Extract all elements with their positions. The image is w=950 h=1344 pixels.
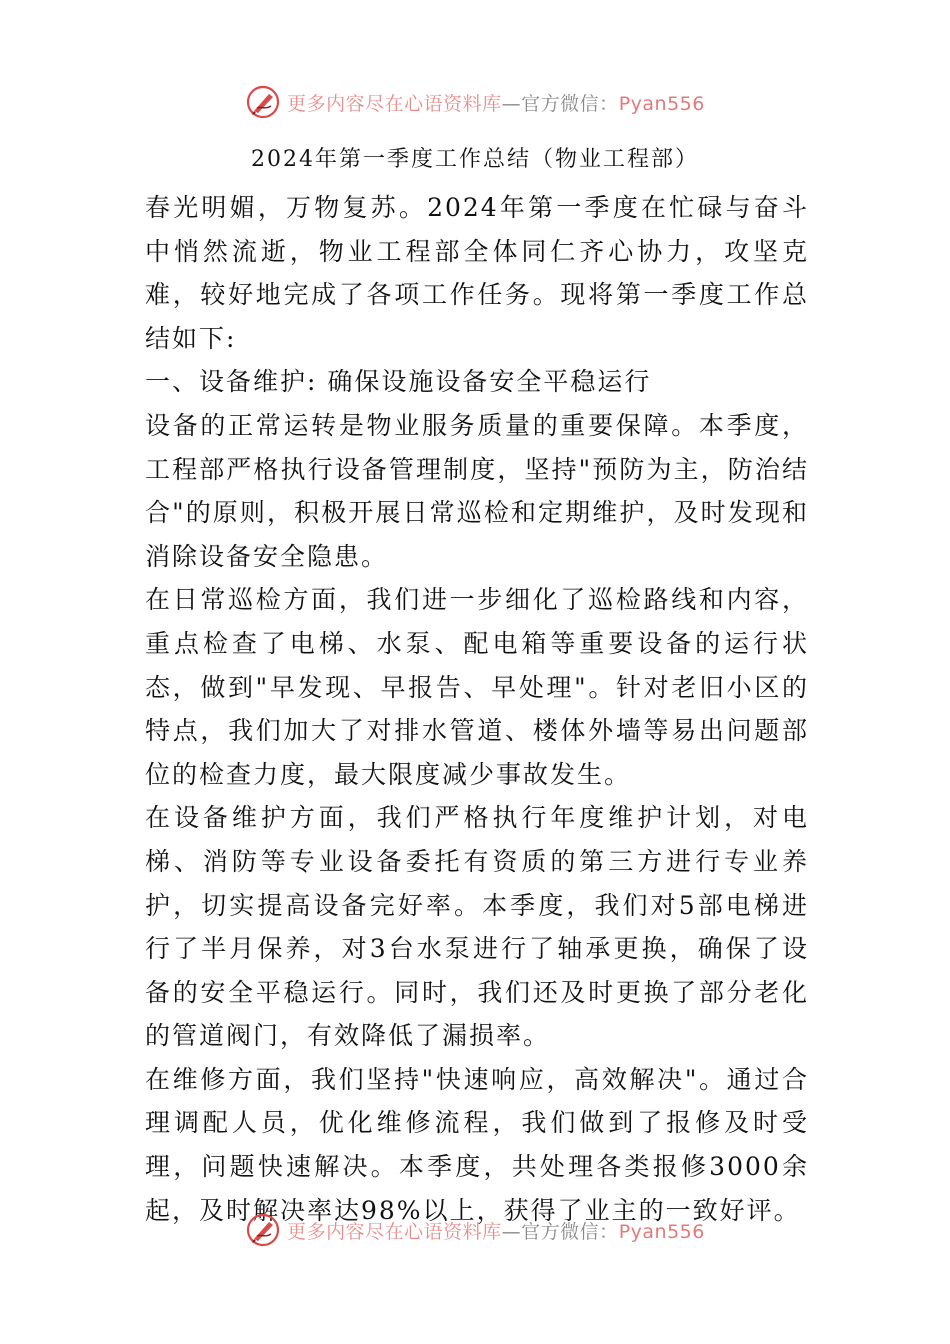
pen-logo-icon — [245, 1212, 281, 1248]
paragraph-daily-inspection: 在日常巡检方面，我们进一步细化了巡检路线和内容，重点检查了电梯、水泵、配电箱等重要设备的运行状态，做到"早发现、早报告、早处理"。针对老旧小区的特点，我们加大了对排水管道、楼体外墙等易出问题部位的检查力度，最大限度减少事故发生。 — [145, 585, 809, 789]
document-title: 2024年第一季度工作总结（物业工程部） — [251, 147, 699, 172]
watermark-wechat-id: Pyan556 — [618, 1220, 705, 1243]
pen-logo-icon — [245, 84, 281, 120]
intro-paragraph: 春光明媚，万物复苏。2024年第一季度在忙碌与奋斗中悄然流逝，物业工程部全体同仁齐心协力，攻坚克难，较好地完成了各项工作任务。现将第一季度工作总结如下: — [145, 193, 809, 353]
watermark-header — [0, 82, 950, 122]
watermark-text — [287, 89, 705, 116]
paragraph-repairs: 在维修方面，我们坚持"快速响应，高效解决"。通过合理调配人员，优化维修流程，我们做到了报修及时受理，问题快速解决。本季度，共处理各类报修3000余起，及时解决率达98%以上，获得了业主的一致好评。 — [145, 1064, 809, 1225]
document-body — [145, 186, 809, 1232]
watermark-library-text: 更多内容尽在心语资料库 — [287, 1220, 502, 1243]
paragraph-equipment-maintenance: 在设备维护方面，我们严格执行年度维护计划，对电梯、消防等专业设备委托有资质的第三方进行专业养护，切实提高设备完好率。本季度，我们对5部电梯进行了半月保养，对3台水泵进行了轴承更换，确保了设备的安全平稳运行。同时，我们还及时更换了部分老化的管道阀门，有效降低了漏损率。 — [145, 803, 809, 1051]
watermark-library-text: 更多内容尽在心语资料库 — [287, 92, 502, 115]
watermark-official-text: —官方微信： — [501, 92, 619, 115]
watermark-official-text: —官方微信： — [501, 1220, 619, 1243]
section-heading-equipment: 一、设备维护: 确保设施设备安全平稳运行 — [145, 367, 652, 397]
paragraph-equipment-overview: 设备的正常运转是物业服务质量的重要保障。本季度，工程部严格执行设备管理制度，坚持"预防为主，防治结合"的原则，积极开展日常巡检和定期维护，及时发现和消除设备安全隐患。 — [145, 410, 809, 571]
watermark-wechat-id: Pyan556 — [618, 92, 705, 115]
watermark-footer — [0, 1210, 950, 1250]
watermark-text — [287, 1217, 705, 1244]
